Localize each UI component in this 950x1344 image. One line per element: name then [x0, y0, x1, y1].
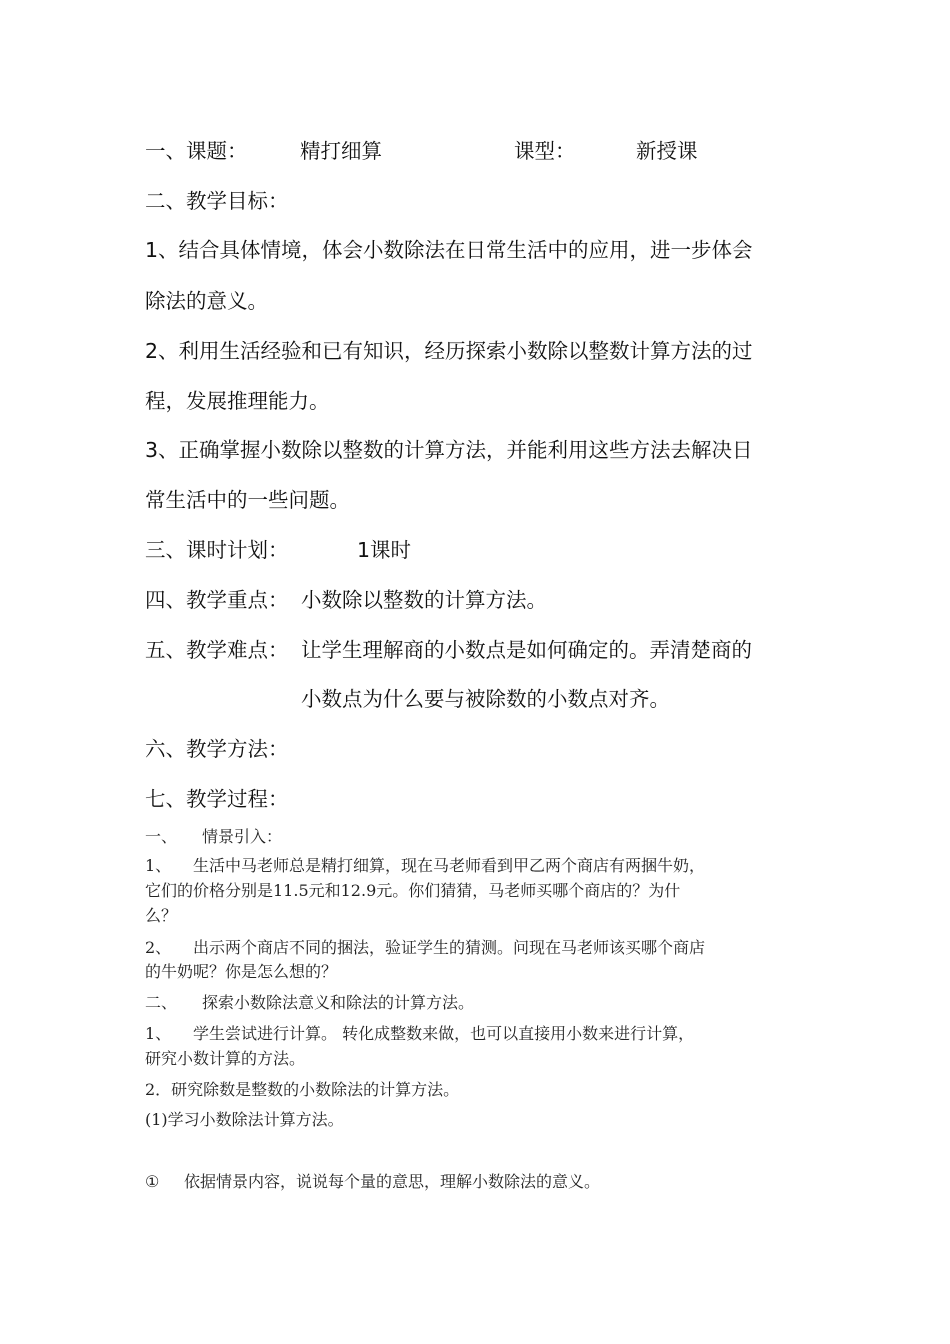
objective-2-line2: 程，发展推理能力。 — [145, 389, 330, 413]
paragraph-2-line2: 的牛奶呢？你是怎么想的？ — [145, 962, 338, 981]
difficulty-label: 五、教学难点： — [145, 638, 289, 662]
paragraph-3-line1: 学生尝试进行计算。 转化成整数来做，也可以直接用小数来进行计算， — [193, 1024, 695, 1043]
lesson-type-value: 新授课 — [636, 139, 698, 163]
objective-3-line2: 常生活中的一些问题。 — [145, 488, 350, 512]
paragraph-1-number: 1、 — [145, 856, 172, 875]
section-2-title: 探索小数除法意义和除法的计算方法。 — [202, 993, 475, 1012]
key-point-value: 小数除以整数的计算方法。 — [301, 588, 547, 612]
section-1-number: 一、 — [145, 827, 178, 846]
objectives-heading: 二、教学目标： — [145, 189, 289, 213]
paragraph-6-number: ① — [145, 1172, 160, 1191]
lesson-title-label: 一、课题： — [145, 139, 248, 163]
paragraph-3-number: 1、 — [145, 1024, 172, 1043]
paragraph-1-line1: 生活中马老师总是精打细算，现在马老师看到甲乙两个商店有两捆牛奶， — [193, 856, 706, 875]
lesson-type-label: 课型： — [514, 139, 576, 163]
paragraph-1-line2: 它们的价格分别是11.5元和12.9元。你们猜猜，马老师买哪个商店的？为什 — [145, 881, 681, 900]
schedule-value: 1课时 — [357, 538, 412, 562]
objective-1-line1: 1、结合具体情境，体会小数除法在日常生活中的应用，进一步体会 — [145, 238, 753, 262]
paragraph-1-line3: 么？ — [145, 906, 178, 925]
paragraph-2-number: 2、 — [145, 938, 172, 957]
difficulty-line1: 让学生理解商的小数点是如何确定的。弄清楚商的 — [301, 638, 752, 662]
objective-2-line1: 2、利用生活经验和已有知识，经历探索小数除以整数计算方法的过 — [145, 339, 753, 363]
paragraph-2-line1: 出示两个商店不同的捆法，验证学生的猜测。问现在马老师该买哪个商店 — [193, 938, 706, 957]
objective-3-line1: 3、正确掌握小数除以整数的计算方法，并能利用这些方法去解决日 — [145, 438, 753, 462]
paragraph-6-text: 依据情景内容，说说每个量的意思，理解小数除法的意义。 — [184, 1172, 601, 1191]
paragraph-5: (1)学习小数除法计算方法。 — [145, 1110, 344, 1129]
method-label: 六、教学方法： — [145, 737, 289, 761]
section-1-title: 情景引入： — [202, 827, 283, 846]
key-point-label: 四、教学重点： — [145, 588, 289, 612]
objective-1-line2: 除法的意义。 — [145, 289, 268, 313]
paragraph-4: 2．研究除数是整数的小数除法的计算方法。 — [145, 1080, 460, 1099]
process-label: 七、教学过程： — [145, 787, 289, 811]
paragraph-3-line2: 研究小数计算的方法。 — [145, 1049, 306, 1068]
difficulty-line2: 小数点为什么要与被除数的小数点对齐。 — [301, 687, 670, 711]
lesson-title-value: 精打细算 — [300, 139, 382, 163]
section-2-number: 二、 — [145, 993, 178, 1012]
schedule-label: 三、课时计划： — [145, 538, 289, 562]
